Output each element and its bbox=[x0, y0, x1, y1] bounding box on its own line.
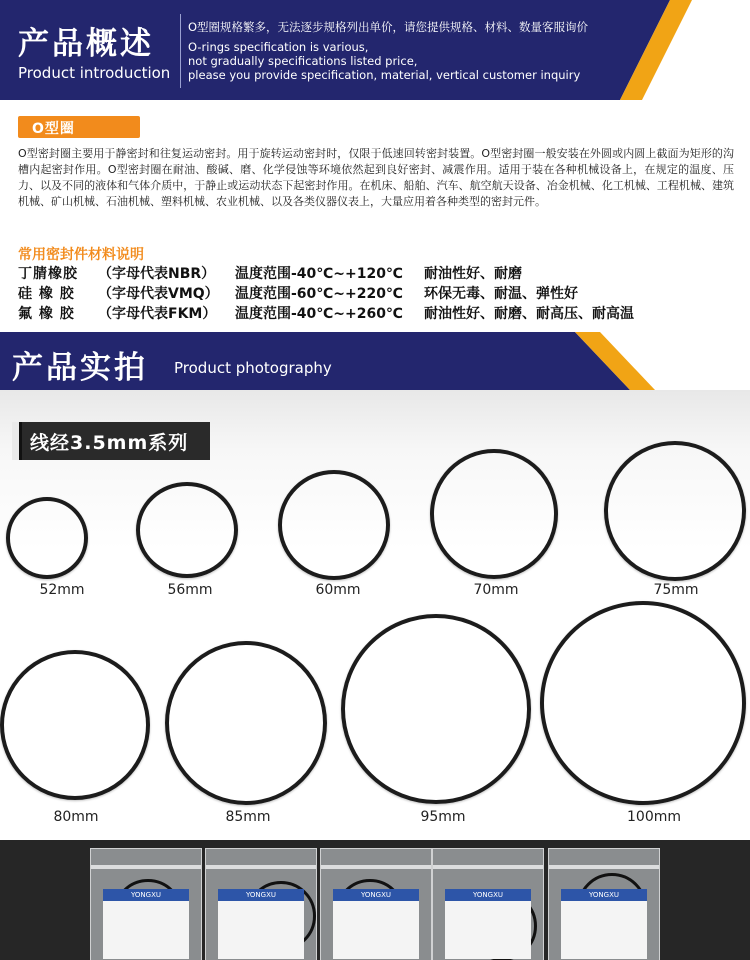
ring-size-label: 70mm bbox=[473, 582, 519, 598]
material-code: （字母代表NBR） bbox=[98, 266, 216, 282]
section-tag-label: O型圈 bbox=[32, 121, 75, 137]
banner-desc-line: not gradually specifications listed price, bbox=[188, 54, 418, 68]
banner-title-cn: 产品概述 bbox=[18, 26, 154, 62]
bag-label bbox=[103, 889, 189, 959]
series-label-box bbox=[12, 422, 210, 460]
bag-brand: YONGXU bbox=[103, 889, 189, 901]
o-ring-75mm bbox=[604, 441, 746, 581]
ring-size-label: 100mm bbox=[627, 809, 681, 825]
ring-size-label: 75mm bbox=[653, 582, 699, 598]
bag-zipper bbox=[206, 865, 316, 869]
bag-label bbox=[218, 889, 304, 959]
materials-list bbox=[18, 263, 734, 323]
materials-heading: 常用密封件材料说明 bbox=[18, 247, 144, 263]
ring-size-label: 95mm bbox=[420, 809, 466, 825]
bag-brand: YONGXU bbox=[218, 889, 304, 901]
material-range: 温度范围-60℃~+220℃ bbox=[235, 286, 403, 302]
o-ring-60mm bbox=[278, 470, 390, 580]
bag-zipper bbox=[549, 865, 659, 869]
material-code: （字母代表FKM） bbox=[98, 306, 217, 322]
material-range: 温度范围-40℃~+120℃ bbox=[235, 266, 403, 282]
material-row bbox=[18, 283, 734, 303]
material-feature: 耐油性好、耐磨、耐高压、耐高温 bbox=[424, 306, 634, 322]
bag-brand: YONGXU bbox=[333, 889, 419, 901]
ring-size-label: 80mm bbox=[53, 809, 99, 825]
o-ring-52mm bbox=[6, 497, 88, 579]
bag-zipper bbox=[433, 865, 543, 869]
material-row bbox=[18, 263, 734, 283]
product-bag bbox=[320, 848, 432, 960]
material-name: 氟 橡 胶 bbox=[18, 306, 75, 322]
material-feature: 耐油性好、耐磨 bbox=[424, 266, 522, 282]
bag-label bbox=[333, 889, 419, 959]
bag-zipper bbox=[321, 865, 431, 869]
product-bag bbox=[90, 848, 202, 960]
ring-size-label: 60mm bbox=[315, 582, 361, 598]
banner-description bbox=[188, 20, 658, 82]
material-name: 硅 橡 胶 bbox=[18, 286, 75, 302]
o-ring-85mm bbox=[165, 641, 327, 805]
o-ring-80mm bbox=[0, 650, 150, 800]
material-name: 丁腈橡胶 bbox=[18, 266, 78, 282]
intro-paragraph: O型密封圈主要用于静密封和往复运动密封。用于旋转运动密封时，仅限于低速回转密封装置。O型密封圈一般安装在外圆或内圆上截面为矩形的沟槽内起密封作用。O型密封圈在耐油、酸碱、磨、化学侵蚀等环境依然起到良好密封、减震作用。适用于装在各种机械设备上，在规定的温度、压力、以及不同的液体和气体介质中，于静止或运动状态下起密封作用。在机床、船舶、汽车、航空航天设备、冶金机械、化工机械、工程机械、建筑机械、矿山机械、石油机械、塑料机械、农业机械、以及各类仪器仪表上，大量应用着各种类型的密封元件。 bbox=[18, 147, 734, 208]
o-ring-100mm bbox=[540, 601, 746, 805]
photo-title-cn: 产品实拍 bbox=[12, 350, 148, 386]
series-label: 线经3.5mm系列 bbox=[30, 432, 189, 454]
bag-label bbox=[445, 889, 531, 959]
intro-banner bbox=[0, 0, 750, 100]
product-bag bbox=[432, 848, 544, 960]
packaged-rings-photo bbox=[0, 840, 750, 960]
product-bag bbox=[205, 848, 317, 960]
material-range: 温度范围-40℃~+260℃ bbox=[235, 306, 403, 322]
banner-title-en: Product introduction bbox=[18, 64, 171, 82]
banner-desc-line: O-rings specification is various, bbox=[188, 40, 369, 54]
material-feature: 环保无毒、耐温、弹性好 bbox=[424, 286, 578, 302]
section-tag bbox=[18, 116, 140, 138]
banner-desc-line: please you provide specification, material, vertical customer inquiry bbox=[188, 68, 581, 82]
photo-title-en: Product photography bbox=[174, 359, 332, 377]
product-bag bbox=[548, 848, 660, 960]
bag-brand: YONGXU bbox=[561, 889, 647, 901]
material-row bbox=[18, 303, 734, 323]
o-ring-95mm bbox=[341, 614, 531, 804]
bag-zipper bbox=[91, 865, 201, 869]
ring-size-label: 56mm bbox=[167, 582, 213, 598]
o-ring-70mm bbox=[430, 449, 558, 579]
bag-brand: YONGXU bbox=[445, 889, 531, 901]
o-ring-56mm bbox=[136, 482, 238, 578]
photo-banner bbox=[0, 332, 750, 390]
series-accent-bar bbox=[19, 422, 22, 460]
ring-size-label: 85mm bbox=[225, 809, 271, 825]
ring-size-label: 52mm bbox=[39, 582, 85, 598]
banner-desc-line: O型圈规格繁多，无法逐步规格列出单价，请您提供规格、材料、数量客服询价 bbox=[188, 20, 589, 34]
banner-divider bbox=[180, 14, 181, 88]
series-accent-bar bbox=[12, 422, 19, 460]
material-code: （字母代表VMQ） bbox=[98, 286, 219, 302]
bag-label bbox=[561, 889, 647, 959]
